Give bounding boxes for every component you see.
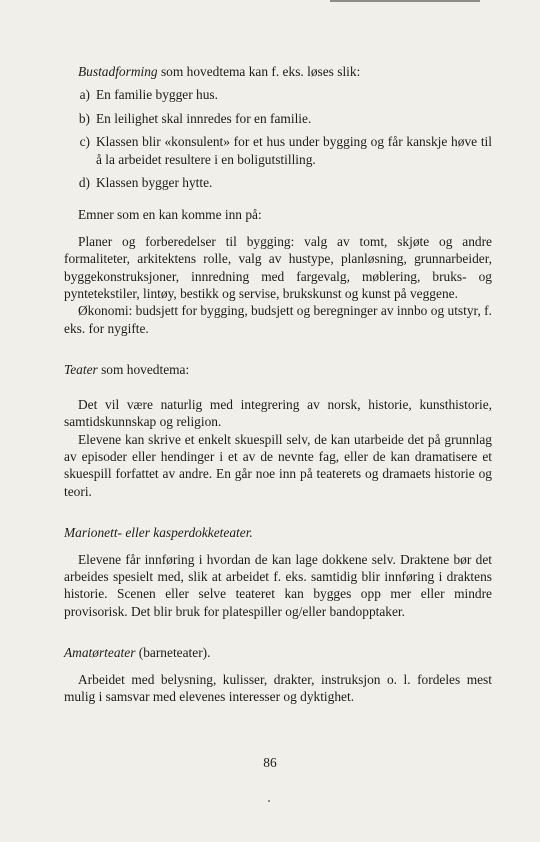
teater-paragraph-2: Elevene kan skrive et enkelt skuespill selv, de kan utarbeide det på grunnlag av episoder eller hendinger i et av de nevnte fag, eller de kan dramatisere et skuespill forfattet av andre. En går noe inn på teaterets og dramaets historie og teori.	[64, 431, 492, 499]
list-text: Klassen bygger hytte.	[96, 175, 213, 191]
teater-paragraph-1: Det vil være naturlig med integrering av norsk, historie, kunsthistorie, samtidskunnskap og religion.	[64, 396, 492, 430]
amator-heading-italic: Amatørteater	[64, 645, 136, 661]
marionett-heading: Marionett- eller kasperdokketeater.	[64, 525, 253, 541]
list-label: a)	[79, 87, 90, 103]
list-label: c)	[79, 134, 90, 150]
list-text: En leilighet skal innredes for en familie.	[96, 110, 312, 126]
intro-lead: Bustadforming	[78, 64, 158, 79]
teater-heading-italic: Teater	[64, 362, 98, 378]
planer-paragraph: Planer og forberedelser til bygging: valg av tomt, skjøte og andre formaliteter, arkitektens rolle, valg av hustype, planløsning, grunnarbeider, byggekonstruksjoner, innredning med fargevalg, møblering, bruks- og pyntetekstiler, lintøy, bestikk og servise, brukskunst og kunst på veggene.	[64, 233, 492, 302]
list-text: En familie bygger hus.	[96, 87, 218, 103]
amator-paragraph: Arbeidet med belysning, kulisser, drakter, instruksjon o. l. fordeles mest mulig i samsvar med elevenes interesser og dyktighet.	[64, 671, 492, 704]
list-label: d)	[78, 175, 90, 191]
page-body	[64, 63, 492, 705]
page-edge-mark	[330, 0, 480, 2]
list-label: b)	[78, 110, 90, 126]
list-item	[64, 110, 492, 127]
ink-speck	[268, 800, 270, 802]
marionett-paragraph: Elevene får innføring i hvordan de kan lage dokkene selv. Draktene bør det arbeides spesielt med, slik at arbeidet f. eks. samtidig blir innføring i draktens historie. Scenen eller selve teateret kan bygges opp mer eller mindre provisorisk. Det blir bruk for platespiller og/eller bandopptaker.	[64, 551, 492, 619]
teater-heading	[64, 361, 492, 378]
emner-paragraph: Emner som en kan komme inn på:	[78, 207, 262, 223]
list-item	[64, 174, 492, 191]
list-item	[64, 133, 492, 168]
amator-heading	[64, 644, 492, 661]
list-text: Klassen blir «konsulent» for et hus under bygging og får kanskje høve til å la arbeidet resultere i en boligutstilling.	[96, 134, 492, 167]
amator-heading-rest: (barneteater).	[135, 645, 211, 661]
task-list	[64, 86, 492, 191]
intro-rest: som hovedtema kan f. eks. løses slik:	[157, 64, 361, 79]
list-item	[64, 86, 492, 103]
page-number: 86	[263, 755, 277, 770]
okonomi-paragraph: Økonomi: budsjett for bygging, budsjett og beregninger av innbo og utstyr, f. eks. for nygifte.	[64, 303, 492, 336]
teater-heading-rest: som hovedtema:	[97, 362, 190, 378]
intro-paragraph	[64, 63, 492, 80]
